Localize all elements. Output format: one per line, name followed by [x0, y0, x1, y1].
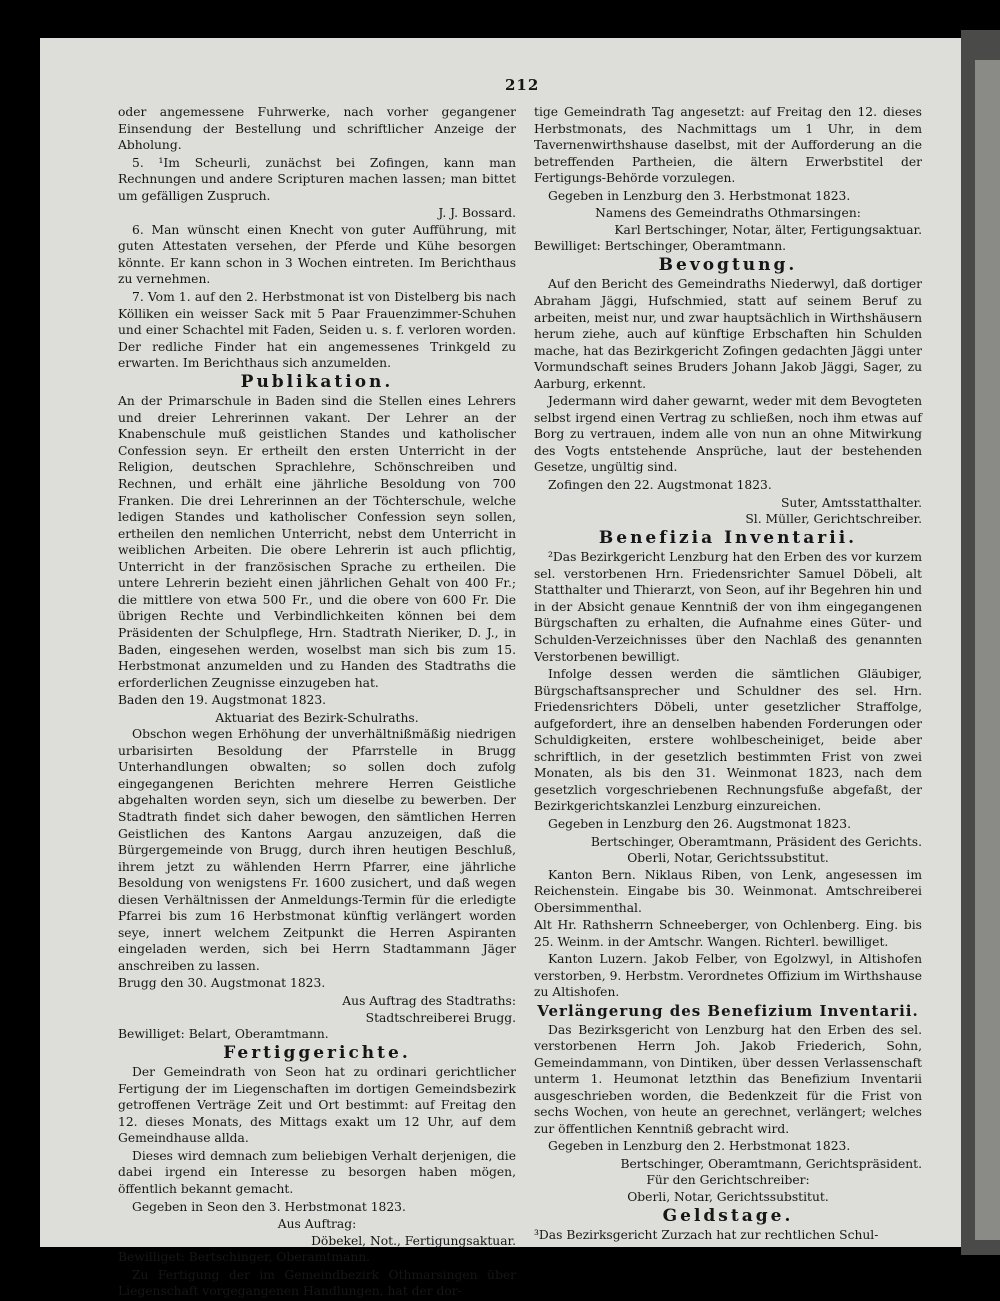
notice-date: Gegeben in Lenzburg den 3. Herbstmonat 1823. [548, 188, 851, 203]
notice-text: Kanton Luzern. Jakob Felber, von Egolzwyl, in Altishofen verstorben, 9. Herbstm. Verordnetes Offizium im Wirthshause zu Altishofen. [534, 952, 922, 1000]
section-heading-publikation: Publikation. [240, 371, 394, 392]
signature: Bertschinger, Oberamtmann, Präsident des Gerichts. [590, 834, 922, 849]
approval: Bewilliget: Bertschinger, Oberamtmann. [534, 239, 787, 254]
notice-date: Zofingen den 22. Augstmonat 1823. [548, 478, 772, 493]
notice-text: 6. Man wünscht einen Knecht von guter Aufführung, mit guten Attestaten versehen, der Pferde und Kühe besorgen könnte. Er kann schon in 3 Wochen eintreten. Im Berichthaus zu vernehmen. [118, 222, 516, 287]
signature: Aus Auftrag: [277, 1217, 357, 1232]
signature: Oberli, Notar, Gerichtssubstitut. [627, 1190, 829, 1204]
section-heading-bevogtung: Bevogtung. [658, 254, 798, 275]
section-heading-benefizia: Benefizia Inventarii. [598, 527, 858, 548]
notice-text: Das Bezirksgericht von Lenzburg hat den Erben des sel. verstorbenen Herrn Joh. Jakob Friederich, Sohn, Gemeindammann, von Dintiken, über dessen Verlassenschaft unterm 1. Heumonat letzthin das Benefizium Inventarii ausgeschrieben worden, die Bedenkzeit für die Frist von sechs Wochen, von heute an gerechnet, verlängert; welches zur öffentlichen Kenntniß gebracht wird. [534, 1022, 922, 1136]
notice-text: Auf den Bericht des Gemeindraths Niederwyl, daß dortiger Abraham Jäggi, Hufschmied, statt auf seinem Beruf zu arbeiten, meist nur, und zwar hauptsächlich in Wirthshäusern herum ziehe, auch auf künftige Erbschaften hin Schulden mache, hat das Bezirkgericht Zofingen gedachten Jäggi unter Vormundschaft seines Bruders Johann Jakob Jäggi, Sager, zu Aarburg, erkennt. [534, 277, 922, 391]
signature: Für den Gerichtschreiber: [646, 1173, 810, 1188]
left-column [118, 104, 516, 1301]
notice-date: Baden den 19. Augstmonat 1823. [118, 693, 327, 708]
signature: Karl Bertschinger, Notar, älter, Fertigungsaktuar. [614, 222, 922, 237]
signature: Aus Auftrag des Stadtraths: [342, 993, 516, 1008]
notice-text: Kanton Bern. Niklaus Riben, von Lenk, angesessen im Reichenstein. Eingabe bis 30. Weinmonat. Amtschreiberei Obersimmenthal. [534, 867, 922, 915]
signature: Stadtschreiberei Brugg. [365, 1010, 516, 1025]
notice-text: ³Das Bezirksgericht Zurzach hat zur rechtlichen Schul- [534, 1228, 879, 1243]
notice-text: Jedermann wird daher gewarnt, weder mit dem Bevogteten selbst irgend einen Vertrag zu schließen, noch ihm etwas auf Borg zu vertrauen, indem alle von nun an ohne Mitwirkung des Vogts entstehende Ansprüche, laut der bestehenden Gesetze, ungültig sind. [534, 394, 922, 475]
notice-date: Brugg den 30. Augstmonat 1823. [118, 976, 326, 991]
notice-text: 5. ¹Im Scheurli, zunächst bei Zofingen, kann man Rechnungen und andere Scripturen machen lassen; man bittet um gefälligen Zuspruch. [118, 155, 516, 203]
notice-text: ²Das Bezirkgericht Lenzburg hat den Erben des vor kurzem sel. verstorbenen Hrn. Friedensrichter Samuel Döbeli, alt Statthalter und Thierarzt, von Seon, auf ihr Begehren hin und in der Absicht genaue Kenntniß der von ihm eingegangenen Bürgschaften zu erhalten, die Aufnahme eines Güter- und Schulden-Verzeichnisses über den Nachlaß des genannten Verstorbenen bewilligt. [534, 550, 922, 664]
signature: Aktuariat des Bezirk-Schulraths. [215, 710, 419, 725]
notice-date: Gegeben in Lenzburg den 2. Herbstmonat 1823. [548, 1139, 851, 1154]
notice-text: Infolge dessen werden die sämtlichen Gläubiger, Bürgschaftsansprecher und Schuldner des sel. Hrn. Friedensrichters Döbeli, unter gesetzlicher Straffolge, aufgefordert, ihre an denselben habenden Forderungen oder Schuldigkeiten, erstere wohlbescheiniget, beide aber schriftlich, in der gesetzlich bestimmten Frist von zwei Monaten, als bis den 31. Weinmonat 1823, nach dem gesetzlich vorgeschriebenen Rechnungsfuße abgefaßt, der Bezirkgerichtskanzlei Lenzburg einzureichen. [534, 667, 922, 814]
right-column [534, 104, 922, 1245]
section-heading-fertiggerichte: Fertiggerichte. [223, 1042, 411, 1063]
page-edge-inner [975, 60, 1000, 1240]
signature: J. J. Bossard. [438, 206, 516, 221]
signature: Oberli, Notar, Gerichtssubstitut. [627, 851, 829, 866]
signature: Sl. Müller, Gerichtschreiber. [745, 512, 922, 527]
notice-text: 7. Vom 1. auf den 2. Herbstmonat ist von Distelberg bis nach Kölliken ein weisser Sack mit 5 Paar Frauenzimmer-Schuhen und einer Schachtel mit Faden, Seiden u. s. f. verloren worden. Der redliche Finder hat ein angemessenes Trinkgeld zu erwarten. Im Berichthaus sich anzumelden. [118, 290, 516, 371]
notice-text: tige Gemeindrath Tag angesetzt: auf Freitag den 12. dieses Herbstmonats, des Nachmittags um 1 Uhr, in dem Tavernenwirthshause daselbst, mit der Aufforderung an die betreffenden Partheien, die ältern Erwerbstitel der Fertigungs-Behörde vorzulegen. [534, 105, 922, 186]
notice-text: Der Gemeindrath von Seon hat zu ordinari gerichtlicher Fertigung der im Liegenschaften im dortigen Gemeindsbezirk getroffenen Verträge Zeit und Ort bestimmt: auf Freitag den 12. dieses Monats, des Mittags exakt um 12 Uhr, auf dem Gemeindhause allda. [118, 1065, 516, 1146]
signature: Bertschinger, Oberamtmann, Gerichtspräsident. [620, 1156, 922, 1171]
notice-text: Zu Fertigung der im Gemeindbezirk Othmarsingen über Liegenschaft vorgegangenen Handlungen, hat der dor- [118, 1267, 516, 1299]
section-heading-geldstage: Geldstage. [662, 1205, 794, 1226]
notice-text: Dieses wird demnach zum beliebigen Verhalt derjenigen, die dabei irgend ein Interesse zu besorgen haben mögen, öffentlich bekannt gemacht. [118, 1148, 516, 1196]
notice-text: An der Primarschule in Baden sind die Stellen eines Lehrers und dreier Lehrerinnen vakant. Der Lehrer an der Knabenschule muß geistlichen Standes und katholischer Confession seyn. Er ertheilt den ersten Unterricht in der Religion, deutschen Sprachlehre, Schönschreiben und Rechnen, und erhält eine jährliche Besoldung von 700 Franken. Die drei Lehrerinnen an der Töchterschule, welche ledigen Standes und katholischer Confession seyn sollen, ertheilen den nemlichen Unterricht, nebst dem Unterricht in weiblichen Arbeiten. Die obere Lehrerin ist auch pflichtig, Unterricht in der französischen Sprache zu ertheilen. Die untere Lehrerin bezieht einen jährlichen Gehalt von 400 Fr.; die mittlere von etwa 500 Fr., und die obere von 600 Fr. Die übrigen Rechte und Verbindlichkeiten können bei dem Präsidenten der Schulpflege, Hrn. Stadtrath Nieriker, D. J., in Baden, eingesehen werden, woselbst man sich bis zum 15. Herbstmonat anzumelden und zu Handen des Stadtraths die erforderlichen Zeugnisse einzugeben hat. [118, 394, 516, 690]
page-number: 212 [505, 76, 540, 94]
signature: Döbekel, Not., Fertigungsaktuar. [311, 1233, 516, 1248]
approval: Bewilliget: Bertschinger, Oberamtmann. [118, 1250, 371, 1265]
notice-date: Gegeben in Lenzburg den 26. Augstmonat 1823. [548, 816, 852, 831]
notice-text: Alt Hr. Rathsherrn Schneeberger, von Ochlenberg. Eing. bis 25. Weinm. in der Amtschr. Wangen. Richterl. bewilliget. [534, 918, 922, 949]
section-heading-verlaengerung: Verlängerung des Benefizium Inventarii. [537, 1001, 919, 1020]
approval: Bewilliget: Belart, Oberamtmann. [118, 1027, 329, 1042]
notice-text: Obschon wegen Erhöhung der unverhältnißmäßig niedrigen urbarisirten Besoldung der Pfarrstelle in Brugg Unterhandlungen obwalten; so sollen doch zufolg eingegangenen Berichten mehrere Herren Geistliche abgehalten worden seyn, sich um dieselbe zu bewerben. Der Stadtrath findet sich daher bewogen, den sämtlichen Herren Geistlichen des Kantons Aargau anzuzeigen, daß die Bürgergemeinde von Brugg, durch ihren heutigen Beschluß, ihrem jetzt zu wählenden Herrn Pfarrer, eine jährliche Besoldung von wenigstens Fr. 1600 zusichert, und daß wegen diesen Verhältnissen der Anmeldungs-Termin für die erledigte Pfarrei bis zum 16 Herbstmonat künftig verlängert worden seye, innert welchem Zeitpunkt die Herren Aspiranten eingeladen werden, sich bei Herrn Stadtammann Jäger anschreiben zu lassen. [118, 727, 516, 973]
signature: Suter, Amtsstatthalter. [780, 495, 922, 510]
signature: Namens des Gemeindraths Othmarsingen: [595, 206, 861, 221]
notice-text: oder angemessene Fuhrwerke, nach vorher gegangener Einsendung der Bestellung und schriftlicher Anzeige der Abholung. [118, 105, 516, 153]
notice-date: Gegeben in Seon den 3. Herbstmonat 1823. [132, 1199, 406, 1214]
